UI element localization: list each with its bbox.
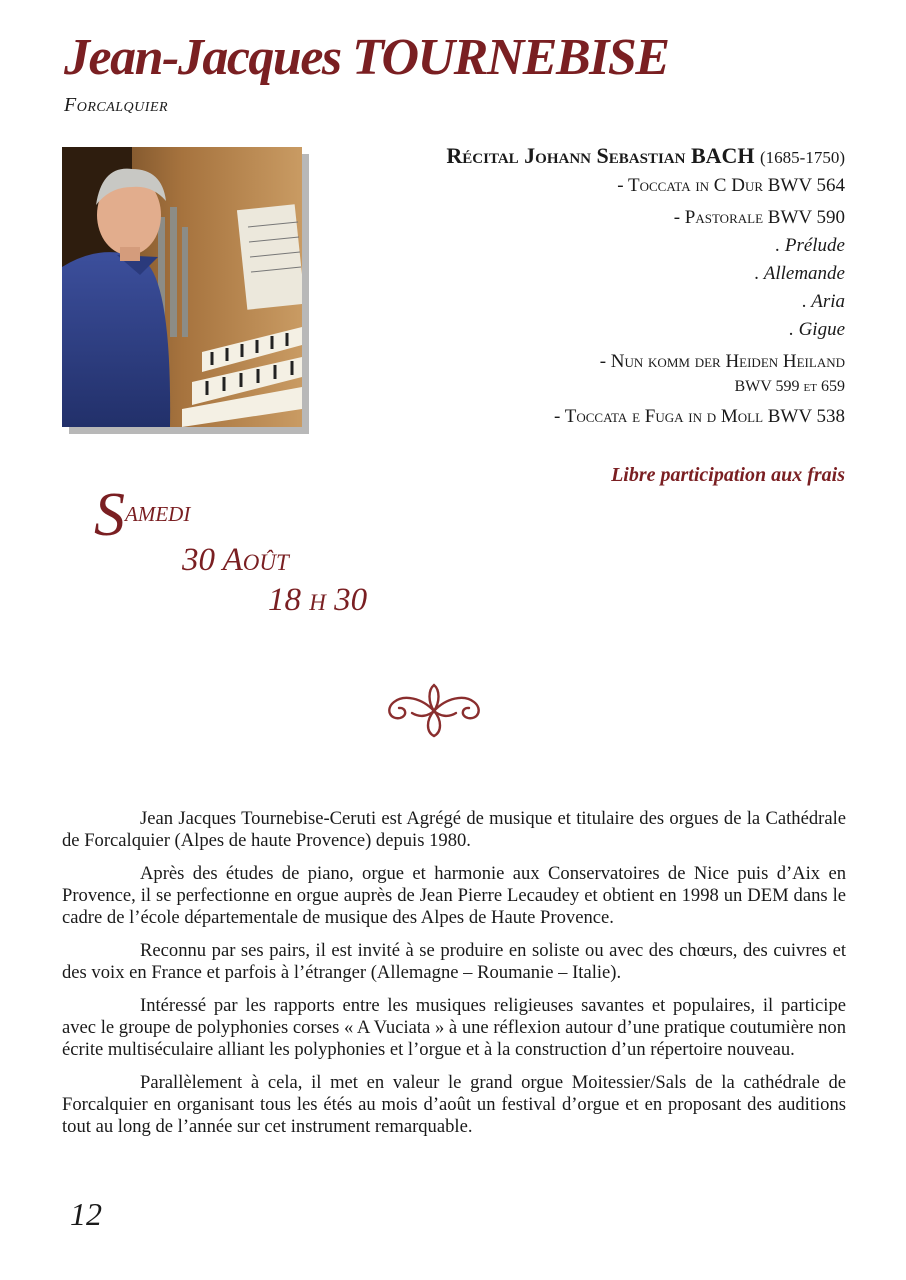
movement-item: . Prélude (775, 235, 845, 256)
movement-item: . Aria (802, 291, 845, 312)
program-item-catalog: BWV 599 et 659 (734, 378, 845, 395)
bio-paragraph: Après des études de piano, orgue et harmonie aux Conservatoires de Nice puis d’Aix en Provence, il se perfectionne en orgue auprès de Jean Pierre Lecaudey et obtient en 1998 un DEM dans le cadre de l’école départementale de musique des Alpes de Haute Provence. (62, 863, 846, 928)
biography (62, 808, 846, 1149)
program-item: - Toccata e Fuga in d Moll BWV 538 (554, 406, 845, 427)
program-heading: Récital Johann Sebastian BACH (1685-1750) (446, 143, 845, 168)
page-number: 12 (70, 1196, 102, 1232)
program-item: - Pastorale BWV 590 (673, 207, 845, 228)
composer-years: (1685-1750) (760, 148, 845, 167)
program-item: - Toccata in C Dur BWV 564 (617, 175, 845, 196)
fee-note: Libre participation aux frais (611, 464, 845, 486)
concert-date: 30 Août (182, 542, 289, 578)
concert-time: 18 h 30 (268, 582, 368, 618)
movement-item: . Allemande (754, 263, 845, 284)
bio-paragraph: Reconnu par ses pairs, il est invité à se produire en soliste ou avec des chœurs, des cuivres et des voix en France et parfois à l’étranger (Allemagne – Roumanie – Italie). (62, 940, 846, 983)
bio-paragraph: Jean Jacques Tournebise-Ceruti est Agrégé de musique et titulaire des orgues de la Cathédrale de Forcalquier (Alpes de haute Provence) depuis 1980. (62, 808, 846, 851)
bio-paragraph: Parallèlement à cela, il met en valeur le grand orgue Moitessier/Sals de la cathédrale de Forcalquier en organisant tous les étés au mois d’août un festival d’orgue et en proposant des auditions tout au long de l’année sur cet instrument remarquable. (62, 1072, 846, 1137)
flourish-ornament (382, 680, 486, 742)
page-title: Jean-Jacques TOURNEBISE (64, 29, 669, 86)
city-subtitle: Forcalquier (64, 94, 169, 116)
organist-photo (62, 147, 302, 427)
movement-item: . Gigue (789, 319, 845, 340)
program-item: - Nun komm der Heiden Heiland (599, 351, 845, 372)
program-list (446, 142, 845, 431)
bio-paragraph: Intéressé par les rapports entre les musiques religieuses savantes et populaires, il participe avec le groupe de polyphonies corses « A Vuciata » à une réflexion autour d’une pratique coutumière non écrite multiséculaire alliant les polyphonies et l’orgue et à la construction d’un répertoire nouveau. (62, 995, 846, 1060)
concert-day: Samedi (94, 481, 191, 549)
